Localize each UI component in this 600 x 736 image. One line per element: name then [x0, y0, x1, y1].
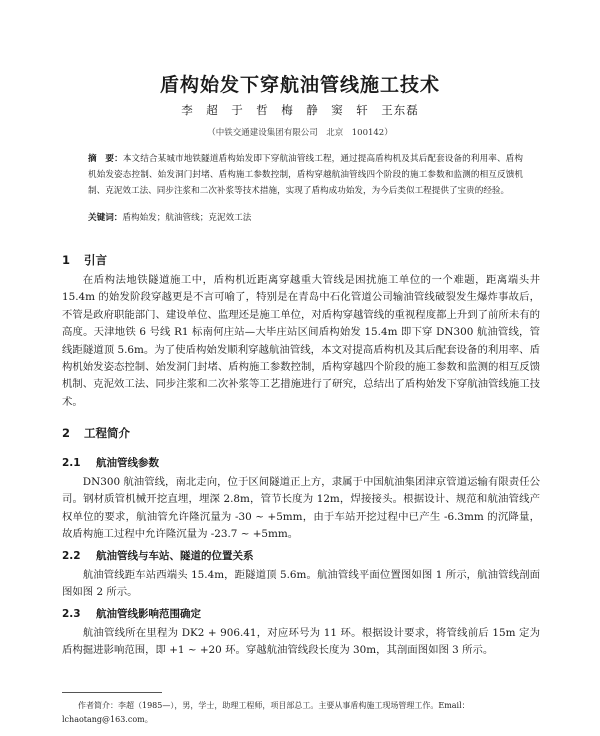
subsection-number: 2.2	[62, 550, 81, 562]
subsection-title: 航油管线参数	[96, 457, 159, 469]
paper-title: 盾构始发下穿航油管线施工技术	[159, 74, 440, 96]
pipeline-params-paragraph: DN300 航油管线，南北走向，位于区间隧道正上方，隶属于中国航油集团津京管道运输有限责任公司。钢材质管机械开挖直埋，埋深 2.8m，管节长度为 12m，焊接接头。根据设计、规范和航油管线产权单位的要求，航油管允许隆沉量为 -30 ~ +5mm，由于车站开挖过程中已产生 -6.3mm 的沉降量，故盾构施工过程中允许隆沉量为 -23.7 ~ +5mm。	[62, 476, 540, 541]
section-heading-intro	[62, 252, 107, 268]
keywords	[88, 211, 523, 225]
subsection-title: 航油管线影响范围确定	[96, 608, 201, 620]
footnote-divider	[62, 692, 162, 693]
intro-paragraph: 在盾构法地铁隧道施工中，盾构机近距离穿越重大管线是困扰施工单位的一个难题，距离端头井 15.4m 的始发阶段穿越更是不言可喻了，特别是在青岛中石化管道公司输油管线破裂发生爆炸事故后，不管是政府职能部门、建设单位、监理还是施工单位，对盾构穿越管线的重视程度都上升到了前所未有的高度。天津地铁 6 号线 R1 标南何庄站—大毕庄站区间盾构始发 15.4m 即下穿 DN300 航油管线，管线距隧道顶 5.6m。为了使盾构始发顺利穿越航油管线，本文对提高盾构机及其后配套设备的利用率、盾构机始发姿态控制、始发洞门封堵、盾构施工参数控制，盾构穿越四个阶段的施工参数和监测的相互反馈机制、克泥效工法、同步注浆和二次补浆等工艺措施进行了研究，总结出了盾构始发下穿航油管线施工技术。	[62, 274, 540, 408]
section-number: 2	[62, 426, 71, 440]
section-heading-overview	[62, 425, 130, 441]
section-title: 引言	[84, 253, 107, 267]
affiliation: （中铁交通建设集团有限公司 北京 100142）	[207, 128, 393, 138]
keywords-label: 关键词：	[88, 213, 123, 223]
abstract-text: 本文结合某城市地铁隧道盾构始发即下穿航油管线工程，通过提高盾构机及其后配套设备的利用率、盾构机始发姿态控制、始发洞门封堵、盾构施工参数控制，盾构穿越航油管线四个阶段的施工参数和监测的相互反馈机制、克泥效工法、同步注浆和二次补浆等技术措施，实现了盾构成功始发，为今后类似工程提供了宝贵的经验。	[88, 154, 523, 196]
position-paragraph: 航油管线距车站西端头 15.4m，距隧道顶 5.6m。航油管线平面位置图如图 1 所示，航油管线剖面图如图 2 所示。	[62, 569, 540, 599]
author-list: 李 超 于 哲 梅 静 窦 轩 王东磊	[181, 103, 419, 117]
subsection-heading-pipeline-params	[62, 455, 159, 470]
subsection-heading-influence-range	[62, 606, 201, 621]
abstract	[88, 152, 523, 199]
influence-range-paragraph: 航油管线所在里程为 DK2 + 906.41，对应环号为 11 环。根据设计要求，将管线前后 15m 定为盾构掘进影响范围，即 +1 ~ +20 环。穿越航油管线段长度为 30m，其剖面图如图 3 所示。	[62, 627, 540, 657]
keywords-text: 盾构始发；航油管线；克泥效工法	[122, 213, 252, 223]
section-number: 1	[62, 253, 71, 267]
section-title: 工程简介	[84, 426, 130, 440]
subsection-title: 航油管线与车站、隧道的位置关系	[96, 550, 254, 562]
abstract-label: 摘 要：	[88, 154, 123, 164]
subsection-number: 2.1	[62, 457, 81, 469]
subsection-heading-position	[62, 548, 254, 563]
author-footnote: 作者简介：李超（1985—），男，学士，助理工程师，项目部总工。主要从事盾构施工现场管理工作。Email：lchaotang@163.com。	[62, 701, 470, 724]
subsection-number: 2.3	[62, 608, 81, 620]
